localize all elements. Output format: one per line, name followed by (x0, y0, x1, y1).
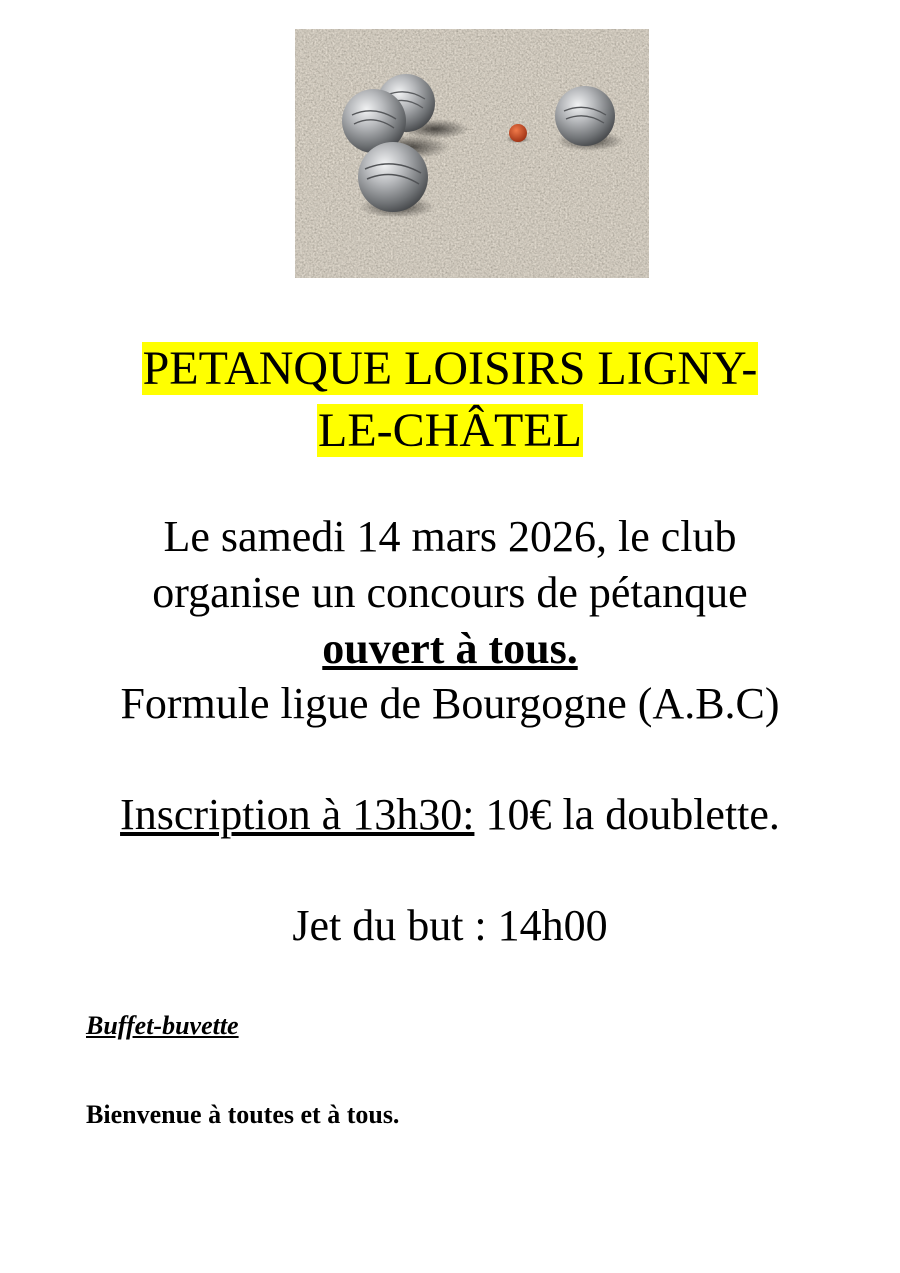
announcement-line-1: Le samedi 14 mars 2026, le club (163, 512, 737, 561)
boule (358, 142, 428, 212)
announcement-formula: Formule ligue de Bourgogne (A.B.C) (120, 679, 780, 728)
cochonnet (509, 124, 527, 142)
inscription-line (40, 789, 860, 841)
petanque-photo (295, 29, 649, 278)
jet-du-but-line: Jet du but : 14h00 (292, 901, 608, 950)
inscription-price: 10€ la doublette. (474, 790, 780, 839)
announcement-open-to-all: ouvert à tous. (322, 624, 578, 673)
welcome-message: Bienvenue à toutes et à tous. (86, 1100, 400, 1129)
club-title-line-2: LE-CHÂTEL (318, 404, 582, 457)
buffet-buvette-label: Buffet-buvette (86, 1011, 239, 1040)
club-title-line-1: PETANQUE LOISIRS LIGNY- (142, 342, 758, 395)
inscription-label: Inscription à 13h30: (120, 790, 475, 839)
announcement-line-2: organise un concours de pétanque (152, 568, 748, 617)
